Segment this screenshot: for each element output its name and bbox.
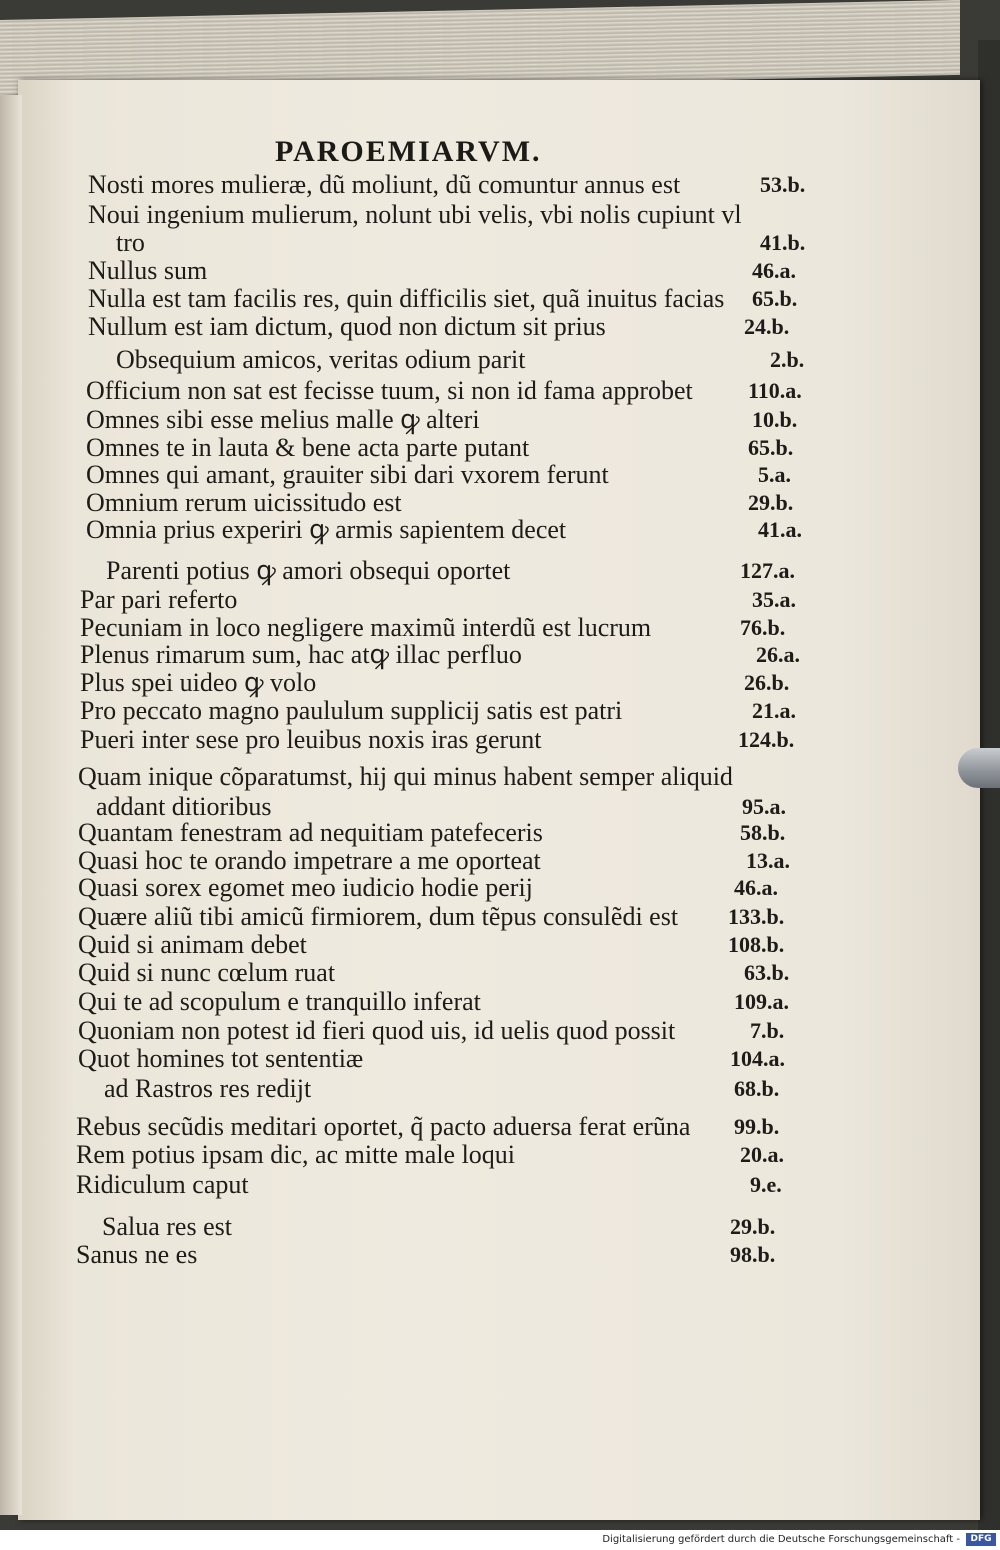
entry-text: Salua res est bbox=[102, 1212, 232, 1241]
index-entry bbox=[0, 312, 1000, 342]
entry-text: Pecuniam in loco negligere maximũ interdũ est lucrum bbox=[80, 613, 652, 642]
entry-text: Quantam fenestram ad nequitiam patefeceris bbox=[78, 818, 543, 847]
entry-text: Omnia prius experiri ꝙ armis sapientem decet bbox=[86, 515, 567, 544]
entry-text: Quid si animam debet bbox=[78, 930, 307, 959]
entry-folio-reference: 13.a. bbox=[746, 848, 790, 873]
footer-bar bbox=[0, 1530, 1000, 1550]
entry-text: Nulla est tam facilis res, quin difficilis siet, quã inuitus facias bbox=[88, 284, 725, 313]
entry-folio-reference: 127.a. bbox=[740, 558, 795, 583]
entry-folio-reference: 20.a. bbox=[740, 1142, 784, 1167]
index-entry bbox=[0, 1112, 1000, 1142]
index-entry bbox=[0, 873, 1000, 903]
entry-text: Quasi sorex egomet meo iudicio hodie perij bbox=[78, 873, 533, 902]
entry-text: Pro peccato magno paululum supplicij satis est patri bbox=[80, 696, 623, 725]
entry-text: Plus spei uideo ꝙ volo bbox=[80, 668, 317, 697]
entry-folio-reference: 58.b. bbox=[740, 820, 786, 845]
entry-folio-reference: 68.b. bbox=[734, 1076, 780, 1101]
entry-folio-reference: 35.a. bbox=[752, 587, 796, 612]
index-entry bbox=[0, 1140, 1000, 1170]
entry-text: Plenus rimarum sum, hac atꝙ illac perfluo bbox=[80, 640, 522, 669]
entry-text: Noui ingenium mulierum, nolunt ubi velis, vbi nolis cupiunt vl bbox=[88, 200, 742, 229]
entry-text: Quære aliũ tibi amicũ firmiorem, dum tẽpus consulẽdi est bbox=[78, 902, 679, 931]
index-entry bbox=[0, 433, 1000, 463]
entry-folio-reference: 53.b. bbox=[760, 172, 806, 197]
index-entry bbox=[0, 725, 1000, 755]
entry-folio-reference: 10.b. bbox=[752, 407, 798, 432]
index-entry bbox=[0, 256, 1000, 286]
entry-text: Sanus ne es bbox=[76, 1240, 198, 1269]
entry-folio-reference: 109.a. bbox=[734, 989, 789, 1014]
index-entry bbox=[0, 846, 1000, 876]
index-entry bbox=[0, 958, 1000, 988]
index-entry bbox=[0, 405, 1000, 435]
index-entry bbox=[0, 556, 1000, 586]
index-entry bbox=[0, 668, 1000, 698]
entry-folio-reference: 26.b. bbox=[744, 670, 790, 695]
entry-text: Qui te ad scopulum e tranquillo inferat bbox=[78, 987, 481, 1016]
index-entry bbox=[0, 902, 1000, 932]
entry-text: ad Rastros res redijt bbox=[104, 1074, 312, 1103]
entry-text: Quoniam non potest id fieri quod uis, id uelis quod possit bbox=[78, 1016, 676, 1045]
entry-folio-reference: 63.b. bbox=[744, 960, 790, 985]
entry-text: Quot homines tot sententiæ bbox=[78, 1044, 364, 1073]
index-entry bbox=[0, 613, 1000, 643]
index-entry bbox=[0, 284, 1000, 314]
entry-folio-reference: 24.b. bbox=[744, 314, 790, 339]
entry-folio-reference: 65.b. bbox=[748, 435, 794, 460]
index-entry bbox=[0, 1016, 1000, 1046]
index-entry bbox=[0, 1044, 1000, 1074]
index-entry bbox=[0, 1240, 1000, 1270]
entry-text: Omnes qui amant, grauiter sibi dari vxorem ferunt bbox=[86, 460, 609, 489]
entry-folio-reference: 26.a. bbox=[756, 642, 800, 667]
entry-text: Nosti mores mulierӕ, dũ moliunt, dũ comuntur annus est bbox=[88, 170, 681, 199]
index-entry bbox=[0, 1074, 1000, 1104]
entry-text: Quasi hoc te orando impetrare a me oporteat bbox=[78, 846, 541, 875]
entry-text: tro bbox=[116, 228, 145, 257]
entry-folio-reference: 108.b. bbox=[728, 932, 785, 957]
index-entry bbox=[0, 930, 1000, 960]
entry-text: addant ditioribus bbox=[96, 792, 272, 821]
funding-notice: Digitalisierung gefördert durch die Deutsche Forschungsgemeinschaft - bbox=[602, 1534, 960, 1545]
entry-text: Parenti potius ꝙ amori obsequi oportet bbox=[106, 556, 511, 585]
entry-folio-reference: 124.b. bbox=[738, 727, 795, 752]
entry-folio-reference: 46.a. bbox=[734, 875, 778, 900]
entry-text: Omnes sibi esse melius malle ꝙ alteri bbox=[86, 405, 480, 434]
entry-text: Omnium rerum uicissitudo est bbox=[86, 488, 402, 517]
entry-folio-reference: 98.b. bbox=[730, 1242, 776, 1267]
entry-folio-reference: 7.b. bbox=[750, 1018, 785, 1043]
index-entry bbox=[0, 460, 1000, 490]
entry-text: Rebus secũdis meditari oportet, q̃ pacto aduersa ferat erũna bbox=[76, 1112, 691, 1141]
entry-text: Omnes te in lauta & bene acta parte putant bbox=[86, 433, 530, 462]
index-entry bbox=[0, 987, 1000, 1017]
entry-folio-reference: 29.b. bbox=[748, 490, 794, 515]
entry-text: Officium non sat est fecisse tuum, si non id fama approbet bbox=[86, 376, 693, 405]
entry-text: Nullum est iam dictum, quod non dictum sit prius bbox=[88, 312, 606, 341]
entry-folio-reference: 41.a. bbox=[758, 517, 802, 542]
entry-folio-reference: 104.a. bbox=[730, 1046, 785, 1071]
entry-text: Quam inique cõparatumst, hij qui minus habent semper aliquid bbox=[78, 762, 733, 791]
index-entry bbox=[0, 762, 1000, 792]
entry-folio-reference: 110.a. bbox=[748, 378, 802, 403]
index-entry bbox=[0, 640, 1000, 670]
entry-folio-reference: 76.b. bbox=[740, 615, 786, 640]
entry-text: Nullus sum bbox=[88, 256, 208, 285]
dfg-logo-icon: DFG bbox=[966, 1533, 996, 1546]
entry-folio-reference: 99.b. bbox=[734, 1114, 780, 1139]
entry-folio-reference: 9.e. bbox=[750, 1172, 782, 1197]
index-entry bbox=[0, 1212, 1000, 1242]
index-entry bbox=[0, 818, 1000, 848]
entry-text: Quid si nunc cœlum ruat bbox=[78, 958, 336, 987]
entry-text: Par pari referto bbox=[80, 585, 238, 614]
entry-folio-reference: 41.b. bbox=[760, 230, 806, 255]
index-entry bbox=[0, 696, 1000, 726]
entry-folio-reference: 95.a. bbox=[742, 794, 786, 819]
index-entry bbox=[0, 345, 1000, 375]
entry-folio-reference: 133.b. bbox=[728, 904, 785, 929]
entry-folio-reference: 5.a. bbox=[758, 462, 791, 487]
entry-folio-reference: 21.a. bbox=[752, 698, 796, 723]
entry-folio-reference: 46.a. bbox=[752, 258, 796, 283]
index-entry bbox=[0, 488, 1000, 518]
index-entry bbox=[0, 170, 1000, 200]
entry-text: Rem potius ipsam dic, ac mitte male loqui bbox=[76, 1140, 516, 1169]
index-entry bbox=[0, 228, 1000, 258]
entry-folio-reference: 29.b. bbox=[730, 1214, 776, 1239]
entry-folio-reference: 2.b. bbox=[770, 347, 805, 372]
entry-text: Pueri inter sese pro leuibus noxis iras gerunt bbox=[80, 725, 542, 754]
entry-folio-reference: 65.b. bbox=[752, 286, 798, 311]
index-entry bbox=[0, 585, 1000, 615]
index-entry bbox=[0, 200, 1000, 230]
index-entry bbox=[0, 515, 1000, 545]
index-entry bbox=[0, 1170, 1000, 1200]
page-heading: PAROEMIARVM. bbox=[275, 135, 542, 168]
entry-text: Obsequium amicos, veritas odium parit bbox=[116, 345, 526, 374]
index-entry bbox=[0, 376, 1000, 406]
entry-text: Ridiculum caput bbox=[76, 1170, 249, 1199]
